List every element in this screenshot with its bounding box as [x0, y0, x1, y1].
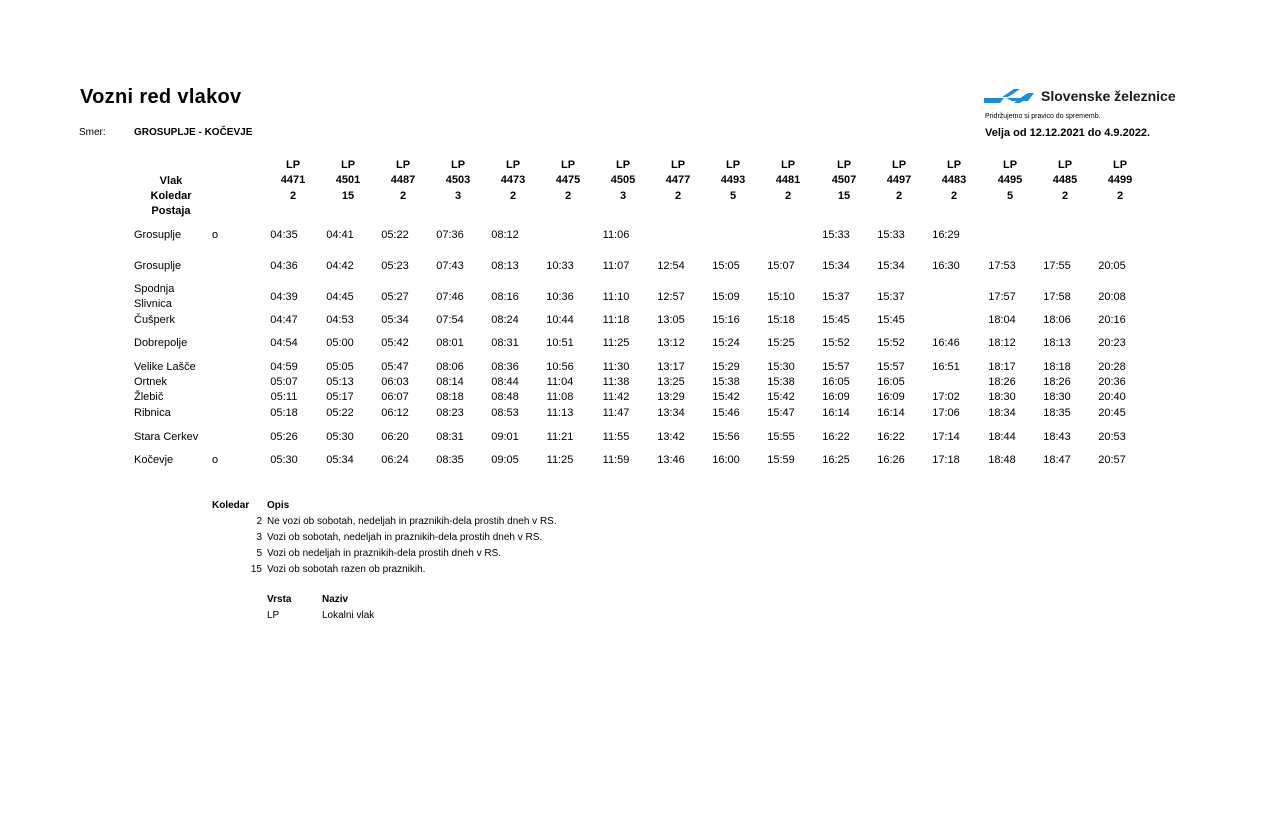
time-cell: 20:16 [1098, 314, 1126, 326]
station-name: Dobrepolje [134, 337, 188, 349]
row-label-train: Vlak [159, 175, 183, 187]
time-cell: 04:39 [270, 291, 298, 303]
time-cell: 15:42 [712, 391, 740, 403]
time-cell: 18:13 [1043, 337, 1071, 349]
time-cell: 09:01 [491, 431, 519, 443]
time-cell: 16:30 [932, 260, 960, 272]
train-calendar: 5 [1006, 190, 1014, 202]
station-name: Žlebič [134, 391, 164, 403]
time-cell: 16:09 [822, 391, 850, 403]
time-cell: 15:47 [767, 407, 795, 419]
time-cell: 05:17 [326, 391, 354, 403]
legend-calendar-header: Koledar [212, 500, 250, 511]
time-cell: 20:57 [1098, 454, 1126, 466]
train-number: 4503 [445, 174, 471, 186]
time-cell: 16:26 [877, 454, 905, 466]
time-cell: 06:03 [381, 376, 409, 388]
time-cell: 04:41 [326, 229, 354, 241]
time-cell: 11:30 [602, 361, 630, 373]
train-calendar: 2 [289, 190, 297, 202]
time-cell: 15:16 [712, 314, 740, 326]
time-cell: 13:46 [657, 454, 685, 466]
train-type: LP [946, 159, 962, 171]
direction-label: Smer: [79, 127, 106, 138]
train-calendar: 2 [1116, 190, 1124, 202]
train-number: 4483 [941, 174, 967, 186]
time-cell: 16:00 [712, 454, 740, 466]
time-cell: 08:01 [436, 337, 464, 349]
time-cell: 13:42 [657, 431, 685, 443]
time-cell: 15:38 [767, 376, 795, 388]
time-cell: 16:22 [822, 431, 850, 443]
time-cell: 06:12 [381, 407, 409, 419]
time-cell: 04:54 [270, 337, 298, 349]
train-number: 4493 [720, 174, 746, 186]
time-cell: 08:16 [491, 291, 519, 303]
time-cell: 15:05 [712, 260, 740, 272]
time-cell: 11:06 [602, 229, 630, 241]
time-cell: 11:10 [602, 291, 630, 303]
time-cell: 11:18 [602, 314, 630, 326]
time-cell: 08:12 [491, 229, 519, 241]
time-cell: 04:47 [270, 314, 298, 326]
train-number: 4507 [831, 174, 857, 186]
time-cell: 08:23 [436, 407, 464, 419]
station-name: Ortnek [134, 376, 168, 388]
time-cell: 07:36 [436, 229, 464, 241]
time-cell: 15:07 [767, 260, 795, 272]
station-mark: o [212, 229, 219, 241]
time-cell: 13:17 [657, 361, 685, 373]
station-name: Slivnica [134, 298, 172, 310]
legend-calendar-code: 2 [256, 516, 262, 527]
train-calendar: 15 [341, 190, 355, 202]
time-cell: 18:17 [988, 361, 1016, 373]
legend-calendar-code: 15 [250, 564, 262, 575]
page-title [80, 86, 247, 109]
time-cell: 20:23 [1098, 337, 1126, 349]
station-name: Kočevje [134, 454, 174, 466]
time-cell: 18:04 [988, 314, 1016, 326]
time-cell: 08:13 [491, 260, 519, 272]
train-calendar: 5 [729, 190, 737, 202]
train-calendar: 3 [619, 190, 627, 202]
time-cell: 05:05 [326, 361, 354, 373]
train-type: LP [891, 159, 907, 171]
station-name: Grosuplje [134, 229, 182, 241]
train-calendar: 15 [837, 190, 851, 202]
title-word: red [139, 86, 172, 108]
train-type: LP [340, 159, 356, 171]
time-cell: 13:34 [657, 407, 685, 419]
time-cell: 20:40 [1098, 391, 1126, 403]
time-cell: 18:43 [1043, 431, 1071, 443]
train-number: 4471 [280, 174, 306, 186]
train-type: LP [560, 159, 576, 171]
time-cell: 18:12 [988, 337, 1016, 349]
legend-calendar-text: Vozi ob sobotah, nedeljah in praznikih-dela prostih dneh v RS. [267, 532, 543, 543]
train-number: 4505 [610, 174, 636, 186]
time-cell: 15:33 [822, 229, 850, 241]
time-cell: 18:34 [988, 407, 1016, 419]
time-cell: 08:24 [491, 314, 519, 326]
train-calendar: 2 [784, 190, 792, 202]
station-name: Ribnica [134, 407, 171, 419]
time-cell: 15:38 [712, 376, 740, 388]
time-cell: 16:25 [822, 454, 850, 466]
time-cell: 09:05 [491, 454, 519, 466]
train-type: LP [1057, 159, 1073, 171]
brand-logo-icon [984, 86, 1040, 111]
time-cell: 16:51 [932, 361, 960, 373]
train-type: LP [615, 159, 631, 171]
time-cell: 05:13 [326, 376, 354, 388]
time-cell: 15:34 [822, 260, 850, 272]
time-cell: 05:22 [326, 407, 354, 419]
title-word: vlakov [177, 86, 242, 108]
validity-period: Velja od 12.12.2021 do 4.9.2022. [985, 127, 1151, 139]
time-cell: 16:05 [877, 376, 905, 388]
train-type: LP [450, 159, 466, 171]
time-cell: 20:05 [1098, 260, 1126, 272]
time-cell: 15:37 [877, 291, 905, 303]
time-cell: 15:57 [822, 361, 850, 373]
time-cell: 18:18 [1043, 361, 1071, 373]
time-cell: 06:24 [381, 454, 409, 466]
brand-name: Slovenske železnice [1041, 88, 1176, 104]
time-cell: 15:10 [767, 291, 795, 303]
time-cell: 04:45 [326, 291, 354, 303]
train-number: 4475 [555, 174, 581, 186]
time-cell: 18:06 [1043, 314, 1071, 326]
time-cell: 05:47 [381, 361, 409, 373]
time-cell: 18:47 [1043, 454, 1071, 466]
time-cell: 12:54 [657, 260, 685, 272]
train-number: 4485 [1052, 174, 1078, 186]
train-calendar: 2 [399, 190, 407, 202]
station-name: Grosuplje [134, 260, 182, 272]
time-cell: 06:20 [381, 431, 409, 443]
train-type: LP [836, 159, 852, 171]
time-cell: 18:26 [988, 376, 1016, 388]
train-type: LP [1112, 159, 1128, 171]
time-cell: 15:25 [767, 337, 795, 349]
train-type: LP [670, 159, 686, 171]
direction-value: GROSUPLJE - KOČEVJE [134, 127, 253, 138]
time-cell: 16:14 [822, 407, 850, 419]
time-cell: 10:51 [546, 337, 574, 349]
train-calendar: 3 [454, 190, 462, 202]
time-cell: 15:52 [822, 337, 850, 349]
time-cell: 11:59 [602, 454, 630, 466]
legend-calendar-code: 5 [256, 548, 262, 559]
time-cell: 05:27 [381, 291, 409, 303]
time-cell: 05:30 [326, 431, 354, 443]
train-number: 4501 [335, 174, 361, 186]
time-cell: 18:26 [1043, 376, 1071, 388]
time-cell: 06:07 [381, 391, 409, 403]
station-name: Spodnja [134, 283, 175, 295]
time-cell: 11:38 [602, 376, 630, 388]
time-cell: 15:18 [767, 314, 795, 326]
time-cell: 20:28 [1098, 361, 1126, 373]
time-cell: 17:57 [988, 291, 1016, 303]
change-notice: Pridržujemo si pravico do sprememb. [985, 113, 1101, 120]
time-cell: 15:30 [767, 361, 795, 373]
title-word: Vozni [80, 86, 134, 108]
row-label-calendar: Koledar [150, 190, 192, 202]
time-cell: 16:14 [877, 407, 905, 419]
time-cell: 08:35 [436, 454, 464, 466]
time-cell: 08:36 [491, 361, 519, 373]
train-calendar: 2 [1061, 190, 1069, 202]
time-cell: 15:56 [712, 431, 740, 443]
time-cell: 13:25 [657, 376, 685, 388]
time-cell: 11:21 [546, 431, 574, 443]
time-cell: 17:55 [1043, 260, 1071, 272]
time-cell: 05:22 [381, 229, 409, 241]
legend-calendar-code: 3 [256, 532, 262, 543]
time-cell: 05:34 [381, 314, 409, 326]
train-type: LP [725, 159, 741, 171]
time-cell: 15:34 [877, 260, 905, 272]
time-cell: 15:45 [822, 314, 850, 326]
time-cell: 13:29 [657, 391, 685, 403]
time-cell: 05:11 [270, 391, 298, 403]
train-type: LP [505, 159, 521, 171]
time-cell: 04:53 [326, 314, 354, 326]
time-cell: 18:35 [1043, 407, 1071, 419]
time-cell: 11:42 [602, 391, 630, 403]
time-cell: 18:30 [1043, 391, 1071, 403]
time-cell: 05:00 [326, 337, 354, 349]
time-cell: 07:46 [436, 291, 464, 303]
time-cell: 16:22 [877, 431, 905, 443]
time-cell: 16:09 [877, 391, 905, 403]
station-name: Velike Lašče [134, 361, 196, 373]
time-cell: 17:02 [932, 391, 960, 403]
time-cell: 10:33 [546, 260, 574, 272]
time-cell: 11:25 [602, 337, 630, 349]
legend-calendar-text: Vozi ob sobotah razen ob praznikih. [267, 564, 426, 575]
time-cell: 05:42 [381, 337, 409, 349]
time-cell: 11:47 [602, 407, 630, 419]
time-cell: 15:42 [767, 391, 795, 403]
time-cell: 15:37 [822, 291, 850, 303]
time-cell: 18:44 [988, 431, 1016, 443]
time-cell: 15:29 [712, 361, 740, 373]
time-cell: 08:31 [491, 337, 519, 349]
train-number: 4495 [997, 174, 1023, 186]
time-cell: 16:46 [932, 337, 960, 349]
time-cell: 15:09 [712, 291, 740, 303]
time-cell: 15:24 [712, 337, 740, 349]
time-cell: 04:35 [270, 229, 298, 241]
time-cell: 15:57 [877, 361, 905, 373]
time-cell: 08:18 [436, 391, 464, 403]
train-number: 4497 [886, 174, 912, 186]
time-cell: 10:36 [546, 291, 574, 303]
time-cell: 05:23 [381, 260, 409, 272]
train-calendar: 2 [674, 190, 682, 202]
time-cell: 15:46 [712, 407, 740, 419]
time-cell: 11:04 [546, 376, 574, 388]
row-label-station: Postaja [151, 205, 191, 217]
train-number: 4473 [500, 174, 526, 186]
time-cell: 11:08 [546, 391, 574, 403]
time-cell: 08:53 [491, 407, 519, 419]
time-cell: 08:44 [491, 376, 519, 388]
train-calendar: 2 [895, 190, 903, 202]
time-cell: 17:18 [932, 454, 960, 466]
time-cell: 15:52 [877, 337, 905, 349]
time-cell: 04:36 [270, 260, 298, 272]
legend-type-name: Lokalni vlak [322, 610, 375, 621]
time-cell: 08:06 [436, 361, 464, 373]
time-cell: 20:08 [1098, 291, 1126, 303]
time-cell: 20:36 [1098, 376, 1126, 388]
time-cell: 11:25 [546, 454, 574, 466]
time-cell: 17:53 [988, 260, 1016, 272]
train-type: LP [285, 159, 301, 171]
time-cell: 15:55 [767, 431, 795, 443]
time-cell: 16:29 [932, 229, 960, 241]
legend-type-header: Vrsta [267, 594, 292, 605]
train-number: 4487 [390, 174, 416, 186]
time-cell: 10:44 [546, 314, 574, 326]
time-cell: 18:30 [988, 391, 1016, 403]
time-cell: 17:58 [1043, 291, 1071, 303]
time-cell: 20:53 [1098, 431, 1126, 443]
time-cell: 16:05 [822, 376, 850, 388]
legend-type-code: LP [267, 610, 280, 621]
time-cell: 17:06 [932, 407, 960, 419]
time-cell: 15:33 [877, 229, 905, 241]
time-cell: 05:34 [326, 454, 354, 466]
time-cell: 08:31 [436, 431, 464, 443]
time-cell: 05:26 [270, 431, 298, 443]
time-cell: 08:14 [436, 376, 464, 388]
time-cell: 15:59 [767, 454, 795, 466]
train-type: LP [780, 159, 796, 171]
time-cell: 18:48 [988, 454, 1016, 466]
time-cell: 15:45 [877, 314, 905, 326]
train-number: 4477 [665, 174, 691, 186]
time-cell: 05:18 [270, 407, 298, 419]
legend-calendar-text: Vozi ob nedeljah in praznikih-dela prostih dneh v RS. [267, 548, 502, 559]
legend-calendar-text: Ne vozi ob sobotah, nedeljah in praznikih-dela prostih dneh v RS. [267, 516, 557, 527]
time-cell: 20:45 [1098, 407, 1126, 419]
time-cell: 13:05 [657, 314, 685, 326]
time-cell: 05:30 [270, 454, 298, 466]
time-cell: 13:12 [657, 337, 685, 349]
time-cell: 05:07 [270, 376, 298, 388]
time-cell: 11:13 [546, 407, 574, 419]
time-cell: 07:54 [436, 314, 464, 326]
time-cell: 12:57 [657, 291, 685, 303]
time-cell: 04:59 [270, 361, 298, 373]
train-number: 4481 [775, 174, 801, 186]
station-mark: o [212, 454, 219, 466]
train-calendar: 2 [950, 190, 958, 202]
time-cell: 08:48 [491, 391, 519, 403]
legend-name-header: Naziv [322, 594, 349, 605]
time-cell: 04:42 [326, 260, 354, 272]
train-calendar: 2 [509, 190, 517, 202]
time-cell: 11:07 [602, 260, 630, 272]
station-name: Čušperk [134, 314, 175, 326]
time-cell: 07:43 [436, 260, 464, 272]
legend-description-header: Opis [267, 500, 290, 511]
train-calendar: 2 [564, 190, 572, 202]
time-cell: 17:14 [932, 431, 960, 443]
station-name: Stara Cerkev [134, 431, 199, 443]
train-type: LP [395, 159, 411, 171]
train-type: LP [1002, 159, 1018, 171]
time-cell: 11:55 [602, 431, 630, 443]
time-cell: 10:56 [546, 361, 574, 373]
train-number: 4499 [1107, 174, 1133, 186]
